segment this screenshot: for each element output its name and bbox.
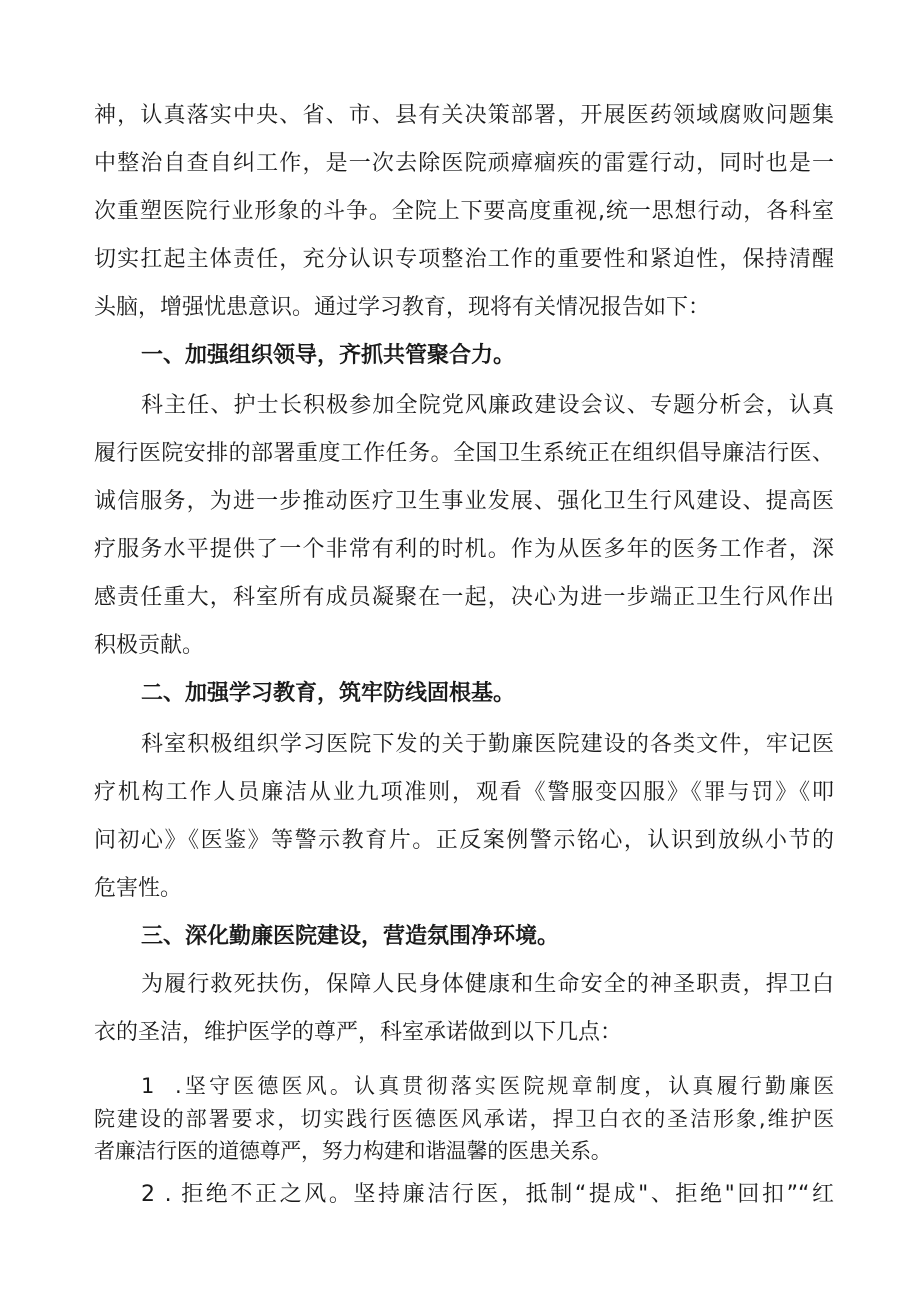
intro-line: 中整治自查自纠工作，是一次去除医院顽瘴痼疾的雷霆行动，同时也是一 bbox=[94, 151, 834, 176]
list-item-text: .坚守医德医风。认真贯彻落实医院规章制度，认真履行勤廉医 bbox=[175, 1074, 834, 1098]
section1-line: 疗服务水平提供了一个非常有利的时机。作为从医多年的医务工作者，深 bbox=[94, 537, 834, 562]
list-item-number: 1 bbox=[141, 1074, 155, 1098]
section2-line: 科室积极组织学习医院下发的关于勤廉医院建设的各类文件，牢记医 bbox=[141, 732, 834, 757]
section1-line: 感责任重大，科室所有成员凝聚在一起，决心为进一步端正卫生行风作出 bbox=[94, 585, 834, 610]
intro-line: 神，认真落实中央、省、市、县有关决策部署，开展医药领域腐败问题集 bbox=[94, 103, 834, 128]
section1-line: 履行医院安排的部署重度工作任务。全国卫生系统正在组织倡导廉洁行医、 bbox=[94, 441, 834, 466]
section-heading-1: 一、加强组织领导，齐抓共管聚合力。 bbox=[141, 343, 516, 368]
section3-line: 为履行救死扶伤，保障人民身体健康和生命安全的神圣职责，捍卫白 bbox=[141, 972, 834, 997]
section2-line: 疗机构工作人员廉洁从业九项准则，观看《警服变囚服》《罪与罚》《叩 bbox=[94, 780, 834, 805]
intro-line: 次重塑医院行业形象的斗争。全院上下要高度重视,统一思想行动，各科室 bbox=[94, 199, 834, 224]
section1-line: 诚信服务，为进一步推动医疗卫生事业发展、强化卫生行风建设、提高医 bbox=[94, 489, 834, 514]
section2-line: 危害性。 bbox=[94, 876, 183, 901]
list-item-2: 2 . 拒绝不正之风。坚持廉洁行医，抵制“提成"、拒绝"回扣”“红 bbox=[141, 1182, 834, 1207]
list-item-1 bbox=[141, 1071, 834, 1101]
section-heading-3: 三、深化勤廉医院建设，营造氛围净环境。 bbox=[141, 924, 560, 949]
section1-line: 积极贡献。 bbox=[94, 633, 205, 658]
section1-line: 科主任、护士长积极参加全院党风廉政建设会议、专题分析会，认真 bbox=[141, 393, 834, 418]
list-item-1-line: 院建设的部署要求，切实践行医德医风承诺，捍卫白衣的圣洁形象,维护医 bbox=[94, 1107, 834, 1131]
section3-line: 衣的圣洁，维护医学的尊严，科室承诺做到以下几点： bbox=[94, 1020, 623, 1045]
intro-line: 切实扛起主体责任，充分认识专项整治工作的重要性和紧迫性，保持清醒 bbox=[94, 247, 834, 272]
list-item-1-line: 者廉洁行医的道德尊严，努力构建和谐温馨的医患关系。 bbox=[94, 1139, 612, 1163]
section-heading-2: 二、加强学习教育，筑牢防线固根基。 bbox=[141, 681, 516, 706]
intro-line: 头脑，增强忧患意识。通过学习教育，现将有关情况报告如下： bbox=[94, 295, 711, 320]
section2-line: 问初心》《医鉴》等警示教育片。正反案例警示铭心，认识到放纵小节的 bbox=[94, 828, 834, 853]
